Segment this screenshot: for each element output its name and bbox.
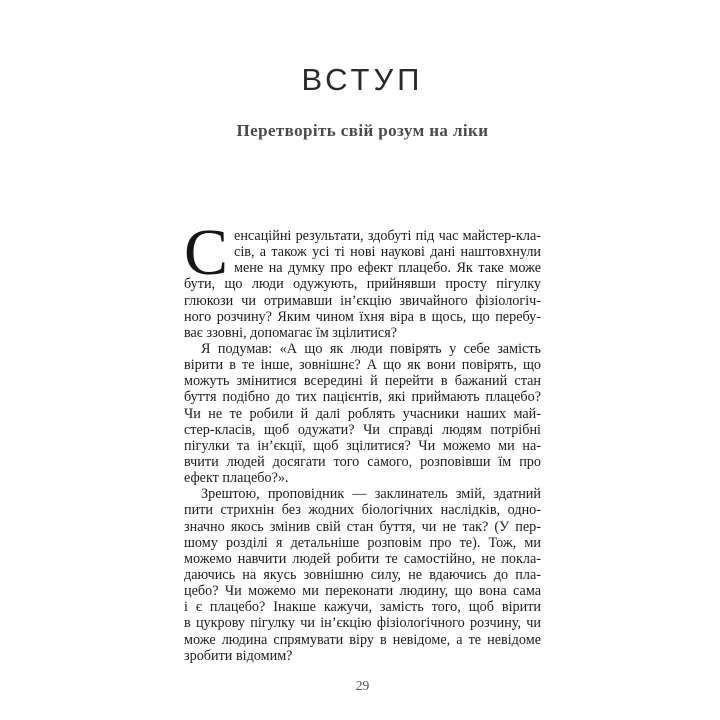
- text-line: шому розділі я детальніше розповім про те). Тож, ми: [184, 534, 541, 551]
- text-line: можемо навчити людей робити те самостійно, не покла-: [184, 550, 541, 567]
- text-column: [184, 0, 541, 720]
- text-line: даючись на якусь зовнішню силу, не вдаючись до пла-: [184, 566, 541, 583]
- text-line: ває ззовні, допомагає їм зцілитися?: [184, 324, 398, 341]
- text-line: значно якось змінив свій стан буття, чи не так? (У пер-: [184, 518, 541, 535]
- text-line: цебо? Чи можемо ми переконати людину, що вона сама: [184, 583, 541, 600]
- text-line: пігулки та ін’єкції, щоб зцілитися? Чи можемо ми на-: [184, 437, 541, 454]
- text-line: мене на думку про ефект плацебо. Як таке може: [234, 260, 541, 277]
- text-line: буття подібно до тих пацієнтів, які приймають плацебо?: [184, 389, 541, 406]
- text-line: стер-класів, щоб одужати? Чи справді людям потрібні: [184, 421, 541, 438]
- text-line: ного розчину? Яким чином їхня віра в щось, що перебу-: [184, 308, 541, 325]
- text-line: сів, а також усі ті нові наукові дані наштовхнули: [234, 244, 541, 261]
- text-line: вірити в те інше, зовнішнє? А що як вони повірять, що: [184, 357, 541, 374]
- paragraph: [184, 486, 541, 664]
- page-number: 29: [355, 678, 370, 693]
- text-line: Зрештою, проповідник — заклинатель змій, здатний: [201, 486, 541, 503]
- paragraph: [184, 341, 541, 486]
- text-line: в цукрову пігулку чи ін’єкцію фізіологічного розчину, чи: [184, 615, 541, 632]
- text-line: можуть змінитися всередині й перейти в бажаний стан: [184, 373, 541, 390]
- text-line: бути, що люди одужують, прийнявши просту пігулку: [184, 276, 541, 293]
- chapter-subtitle: Перетворіть свій розум на ліки: [236, 121, 489, 140]
- text-line: Я подумав: «А що як люди повірять у себе замість: [201, 340, 541, 357]
- text-line: глюкози чи отримавши ін’єкцію звичайного фізіологіч-: [184, 292, 541, 309]
- text-line: і є плацебо? Інакше кажучи, замість того, щоб вірити: [184, 599, 541, 616]
- body-text: [184, 216, 541, 664]
- text-line: Чи не те робили й далі роблять учасники наших май-: [184, 405, 541, 422]
- drop-cap: С: [184, 216, 229, 289]
- text-line: вчити людей досягати того самого, розповівши їм про: [184, 453, 541, 470]
- text-line: може людина спрямувати віру в невідоме, а те невідоме: [184, 631, 541, 648]
- chapter-title: ВСТУП: [301, 62, 424, 97]
- text-line: ефект плацебо?».: [184, 470, 289, 487]
- text-line: зробити відомим?: [184, 647, 293, 664]
- text-line: енсаційні результати, здобуті під час майстер-кла-: [234, 228, 541, 244]
- paragraph: [184, 216, 541, 341]
- text-line: пити стрихнін без жодних біологічних наслідків, одно-: [184, 502, 541, 519]
